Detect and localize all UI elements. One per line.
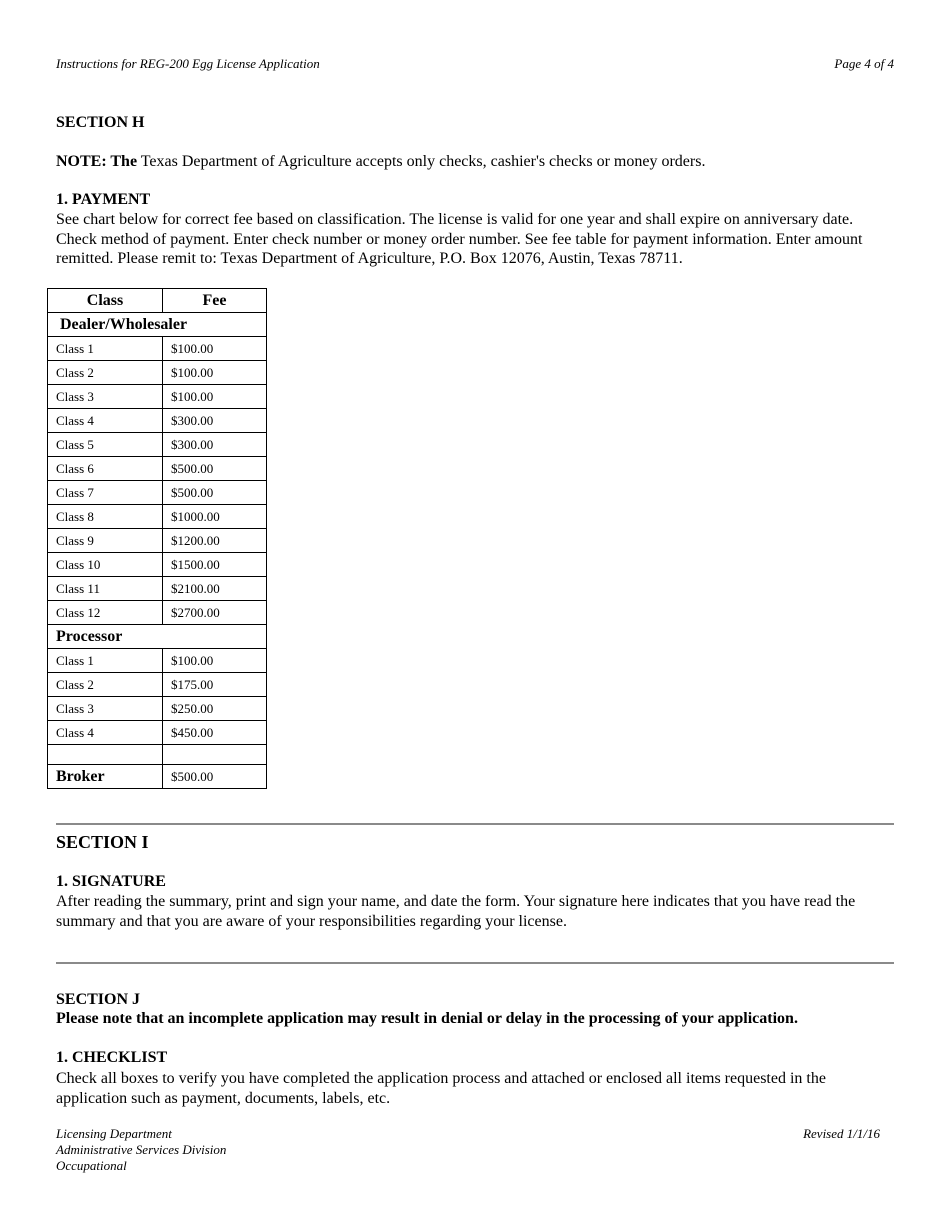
- fee-cell: $300.00: [163, 433, 267, 457]
- table-row: [48, 697, 267, 721]
- class-cell: Class 3: [48, 385, 163, 409]
- table-row: [48, 361, 267, 385]
- class-cell: Class 7: [48, 481, 163, 505]
- table-row: [48, 577, 267, 601]
- table-row: [48, 529, 267, 553]
- broker-fee: $500.00: [163, 765, 267, 789]
- fee-cell: $100.00: [163, 337, 267, 361]
- blank-cell: [163, 745, 267, 765]
- table-row: [48, 673, 267, 697]
- class-cell: Class 8: [48, 505, 163, 529]
- table-row: [48, 337, 267, 361]
- table-row: [48, 409, 267, 433]
- class-cell: Class 5: [48, 433, 163, 457]
- fee-table-header-fee: Fee: [163, 289, 267, 313]
- table-row: [48, 721, 267, 745]
- class-cell: Class 11: [48, 577, 163, 601]
- fee-cell: $100.00: [163, 361, 267, 385]
- footer-line: Licensing Department: [56, 1126, 172, 1141]
- fee-table-group-row: [48, 625, 267, 649]
- incomplete-warning: Please note that an incomplete application may result in denial or delay in the processing of your application.: [56, 1010, 798, 1027]
- class-cell: Class 1: [48, 649, 163, 673]
- fee-cell: $175.00: [163, 673, 267, 697]
- table-row: [48, 601, 267, 625]
- fee-table-header-class: Class: [48, 289, 163, 313]
- fee-table: [47, 288, 267, 789]
- class-cell: Class 10: [48, 553, 163, 577]
- blank-row: [48, 745, 267, 765]
- class-cell: Class 6: [48, 457, 163, 481]
- class-cell: Class 2: [48, 673, 163, 697]
- footer-line: Occupational: [56, 1158, 127, 1173]
- fee-cell: $2700.00: [163, 601, 267, 625]
- section-i-title: SECTION I: [56, 832, 149, 852]
- fee-cell: $250.00: [163, 697, 267, 721]
- signature-title: 1. SIGNATURE: [56, 873, 166, 890]
- blank-cell: [48, 745, 163, 765]
- payment-title: 1. PAYMENT: [56, 191, 151, 208]
- fee-cell: $100.00: [163, 385, 267, 409]
- table-row: [48, 457, 267, 481]
- fee-cell: $1000.00: [163, 505, 267, 529]
- table-row: [48, 765, 267, 789]
- table-row: [48, 385, 267, 409]
- fee-cell: $450.00: [163, 721, 267, 745]
- table-row: [48, 553, 267, 577]
- fee-cell: $100.00: [163, 649, 267, 673]
- fee-cell: $2100.00: [163, 577, 267, 601]
- note-text: Texas Department of Agriculture accepts only checks, cashier's checks or money orders.: [137, 153, 706, 170]
- section-j-title: SECTION J: [56, 991, 141, 1008]
- dealer-wholesaler-label: Dealer/Wholesaler: [48, 313, 267, 337]
- class-cell: Class 4: [48, 721, 163, 745]
- page-number: Page 4 of 4: [834, 56, 894, 71]
- section-divider: [56, 962, 894, 964]
- revision-date: Revised 1/1/16: [803, 1126, 880, 1141]
- fee-cell: $1200.00: [163, 529, 267, 553]
- class-cell: Class 2: [48, 361, 163, 385]
- section-h-title: SECTION H: [56, 114, 145, 131]
- class-cell: Class 1: [48, 337, 163, 361]
- fee-cell: $1500.00: [163, 553, 267, 577]
- class-cell: Class 3: [48, 697, 163, 721]
- checklist-title: 1. CHECKLIST: [56, 1049, 168, 1066]
- checklist-text: Check all boxes to verify you have completed the application process and attached or enclosed all items requested in the application such as payment, documents, labels, etc.: [56, 1070, 826, 1107]
- section-divider: [56, 823, 894, 825]
- class-cell: Class 12: [48, 601, 163, 625]
- signature-text: After reading the summary, print and sign your name, and date the form. Your signature here indicates that you have read the summary and that you are aware of your responsibilities regarding your license.: [56, 893, 856, 930]
- header-title: Instructions for REG-200 Egg License Application: [56, 56, 320, 71]
- table-row: [48, 505, 267, 529]
- broker-label: Broker: [48, 765, 163, 789]
- note-label: NOTE: The: [56, 153, 138, 170]
- payment-note: [56, 152, 896, 172]
- footer-department: [56, 1126, 226, 1174]
- class-cell: Class 9: [48, 529, 163, 553]
- table-row: [48, 481, 267, 505]
- table-row: [48, 433, 267, 457]
- fee-cell: $300.00: [163, 409, 267, 433]
- footer-line: Administrative Services Division: [56, 1142, 227, 1157]
- fee-cell: $500.00: [163, 457, 267, 481]
- fee-table-group-row: [48, 313, 267, 337]
- payment-text: See chart below for correct fee based on classification. The license is valid for one year and shall expire on anniversary date. Check method of payment. Enter check number or money order number. See fee table for payment information. Enter amount remitted. Please remit to: Texas Department of Agriculture, P.O. Box 12076, Austin, Texas 78711.: [56, 211, 863, 267]
- table-row: [48, 649, 267, 673]
- processor-label: Processor: [48, 625, 267, 649]
- fee-table-header-row: [48, 289, 267, 313]
- fee-cell: $500.00: [163, 481, 267, 505]
- class-cell: Class 4: [48, 409, 163, 433]
